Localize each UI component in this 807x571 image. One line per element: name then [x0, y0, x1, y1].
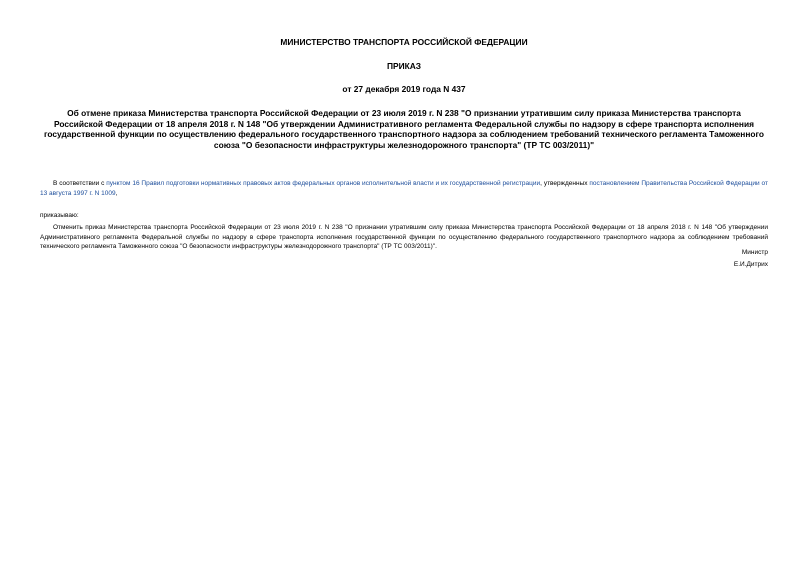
basis-middle: , утвержденных — [540, 180, 590, 188]
order-date-heading: от 27 декабря 2019 года N 437 — [342, 84, 466, 94]
rules-link[interactable]: пунктом 16 Правил подготовки нормативных правовых актов федеральных органов исполнительной власти и их государственной регистрации — [106, 180, 541, 188]
government-decree-link[interactable]: постановлением Правительства Российской Федерации от 13 августа 1997 г. N 1009 — [40, 180, 768, 197]
signature-name: Е.И.Дитрих — [733, 261, 768, 268]
operative-paragraph: Отменить приказ Министерства транспорта Российской Федерации от 23 июля 2019 г. N 238 "О признании утратившим силу приказа Министерства транспорта Российской Федерации от 18 апреля 2018 г. N 148 "Об утверждении Административного регламента Федеральной службы по надзору в сфере транспорта исполнения государственной функции по осуществлению федерального государственного транспортного надзора за соблюдением требований технического регламента Таможенного союза "О безопасности инфраструктуры железнодорожного транспорта" (ТР ТС 003/2011)". — [40, 224, 768, 251]
basis-suffix: , — [115, 189, 118, 197]
order-type-heading: ПРИКАЗ — [386, 61, 422, 71]
document-page — [40, 30, 768, 252]
basis-prefix: В соответствии с — [53, 180, 107, 188]
legal-basis-paragraph — [40, 179, 768, 198]
signature-position: Министр — [741, 249, 768, 256]
decree-word: приказываю: — [40, 211, 79, 219]
ministry-heading: МИНИСТЕРСТВО ТРАНСПОРТА РОССИЙСКОЙ ФЕДЕРАЦИИ — [280, 37, 528, 47]
document-title: Об отмене приказа Министерства транспорта Российской Федерации от 23 июля 2019 г. N 238 "О признании утратившим силу приказа Министерства транспорта Российской Федерации от 18 апреля 2018 г. N 148 "Об утверждении Административного регламента Федеральной службы по надзору в сфере транспорта исполнения государственной функции по осуществлению федерального государственного транспортного надзора за соблюдением требований технического регламента Таможенного союза "О безопасности инфраструктуры железнодорожного транспорта" (ТР ТС 003/2011)" — [43, 108, 765, 150]
